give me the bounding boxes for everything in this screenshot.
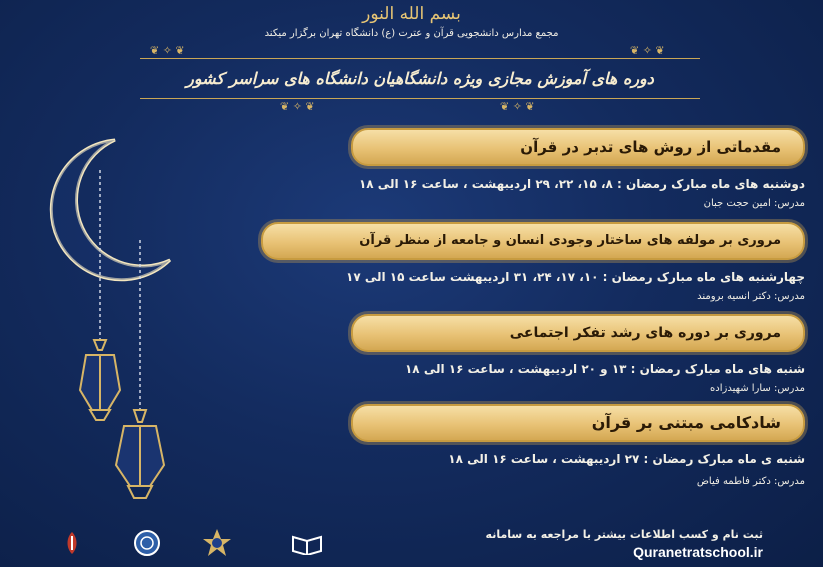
star-emblem-logo-icon [200,528,234,558]
crescent-lantern-icon [20,110,200,530]
iran-emblem-logo-icon [55,528,89,558]
course-band-2 [261,222,805,260]
ornament-right-icon: ❦ ✧ ❦ [630,44,665,57]
title-band [150,64,690,94]
book-emblem-logo-icon [290,528,324,558]
course-schedule-4: شنبه ی ماه مبارک رمضان : ۲۷ اردیبهشت ، ساعت ۱۶ الی ۱۸ [448,452,805,466]
ornament-left-icon: ❦ ✧ ❦ [150,44,185,57]
bottom-divider [140,98,700,99]
course-title-3: مروری بر دوره های رشد تفکر اجتماعی [509,325,781,341]
course-band-1 [351,128,805,166]
page-title: دوره های آموزش مجازی ویژه دانشگاهیان دانشگاه های سراسر کشور [186,69,654,88]
course-band-4 [351,404,805,442]
course-title-1: مقدماتی از روش های تدبر در قرآن [520,138,781,156]
top-divider [140,58,700,59]
course-schedule-2: چهارشنبه های ماه مبارک رمضان : ۱۰، ۱۷، ۲۴، ۳۱ اردیبهشت ساعت ۱۵ الی ۱۷ [346,270,805,284]
organizer-text: مجمع مدارس دانشجویی قرآن و عترت (ع) دانشگاه تهران برگزار میکند [264,28,559,39]
bismillah-calligraphy: بسم الله النور [362,4,461,24]
ornament-mid-right-icon: ❦ ✧ ❦ [500,100,535,113]
course-teacher-1: مدرس: امین حجت جبان [703,198,805,209]
course-teacher-4: مدرس: دکتر فاطمه فیاض [696,476,805,487]
ornament-mid-left-icon: ❦ ✧ ❦ [280,100,315,113]
course-title-2: مروری بر مولفه های ساختار وجودی انسان و جامعه از منظر قرآن [359,233,781,248]
course-teacher-2: مدرس: دکتر انسیه برومند [697,291,805,302]
university-seal-logo-icon [130,528,164,558]
course-title-4: شادکامی مبتنی بر قرآن [591,413,781,432]
course-schedule-1: دوشنبه های ماه مبارک رمضان : ۸، ۱۵، ۲۲، ۲۹ اردیبهشت ، ساعت ۱۶ الی ۱۸ [358,177,805,191]
course-band-3 [351,314,805,352]
course-schedule-3: شنبه های ماه مبارک رمضان : ۱۳ و ۲۰ اردیبهشت ، ساعت ۱۶ الی ۱۸ [404,362,805,376]
register-text: ثبت نام و کسب اطلاعات بیشتر با مراجعه به سامانه [485,528,763,541]
course-teacher-3: مدرس: سارا شهیدزاده [710,383,805,394]
website-link[interactable]: Quranetratschool.ir [633,544,763,560]
